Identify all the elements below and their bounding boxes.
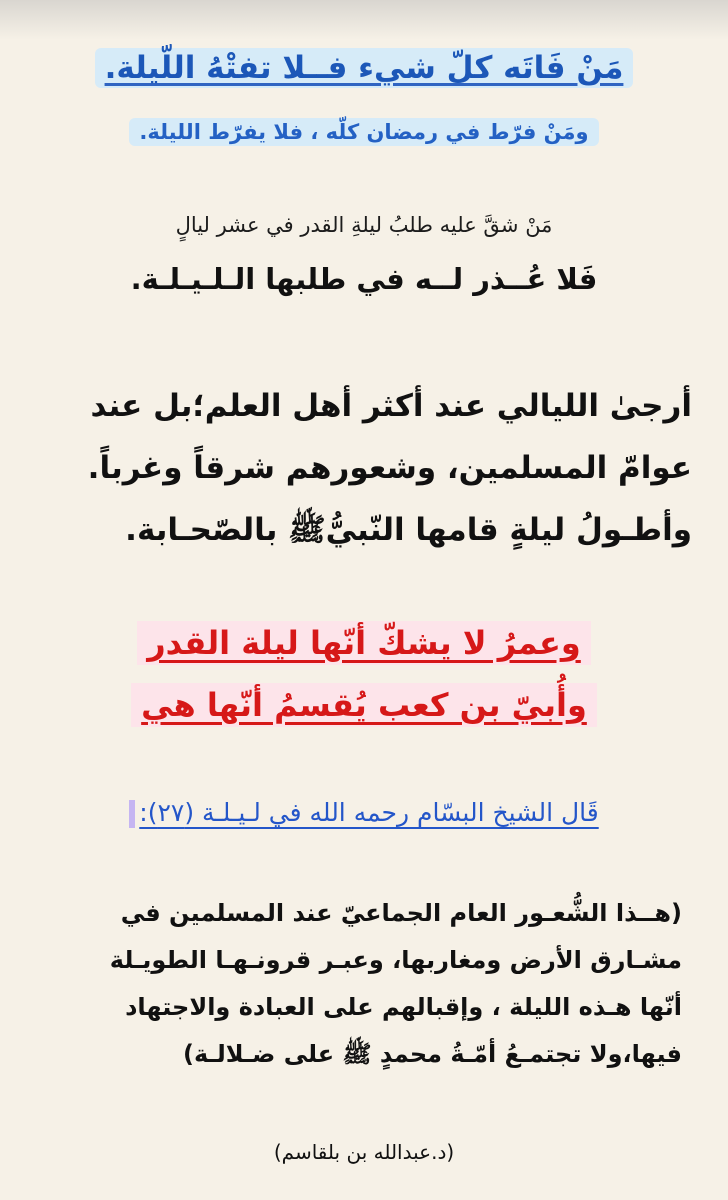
main-paragraph-line-2: عوامّ المسلمين، وشعورهم شرقاً وغرباً. [87, 450, 692, 486]
quote-line-2: مشـارق الأرض ومغاربها، وعبـر قرونـهـا الطويـلة [109, 946, 682, 974]
main-paragraph [36, 375, 692, 561]
red-highlight-block [40, 612, 688, 736]
subheading-line-2: فَلا عُــذر لــه في طلبها الـلـيـلـة. [130, 262, 598, 296]
heading-line-1: مَنْ فَاتَه كلّ شيء فــلا تفتْهُ اللّيلة. [95, 48, 634, 88]
sheikh-label: قَال الشيخ البسّام رحمه الله في لـيـلـة (٢٧): [139, 798, 599, 827]
quote-block [46, 890, 682, 1078]
quote-line-4: فيها،ولا تجتمـعُ أمّـةُ محمدٍ ﷺ على ضـلالـة) [183, 1040, 682, 1068]
red-highlight-line-1: وعمرُ لا يشكّ أنّها ليلة القدر [137, 621, 591, 665]
sheikh-attribution [40, 798, 688, 828]
author-signature: (د.عبدالله بن بلقاسم) [273, 1140, 455, 1164]
heading-title [40, 50, 688, 86]
heading-subtitle [40, 120, 688, 144]
quote-line-3: أنّها هـذه الليلة ، وإقبالهم على العبادة والاجتهاد [125, 993, 682, 1021]
heading-line-2: ومَنْ فرّط في رمضان كلّه ، فلا يفرّط الليلة. [129, 118, 598, 146]
main-paragraph-line-3: وأطـولُ ليلةٍ قامها النّبيُّﷺ بالصّحـابة. [125, 512, 692, 548]
red-highlight-line-2: وأُبيّ بن كعب يُقسمُ أنّها هي [131, 683, 597, 727]
subheading-line-1: مَنْ شقَّ عليه طلبُ ليلةِ القدر في عشر ليالٍ [175, 213, 553, 237]
text-cursor-marker [129, 800, 135, 828]
quote-line-1: (هــذا الشُّعـور العام الجماعيّ عند المسلمين في [120, 899, 682, 927]
main-paragraph-line-1: أرجىٰ الليالي عند أكثر أهل العلم؛بل عند [90, 388, 692, 424]
